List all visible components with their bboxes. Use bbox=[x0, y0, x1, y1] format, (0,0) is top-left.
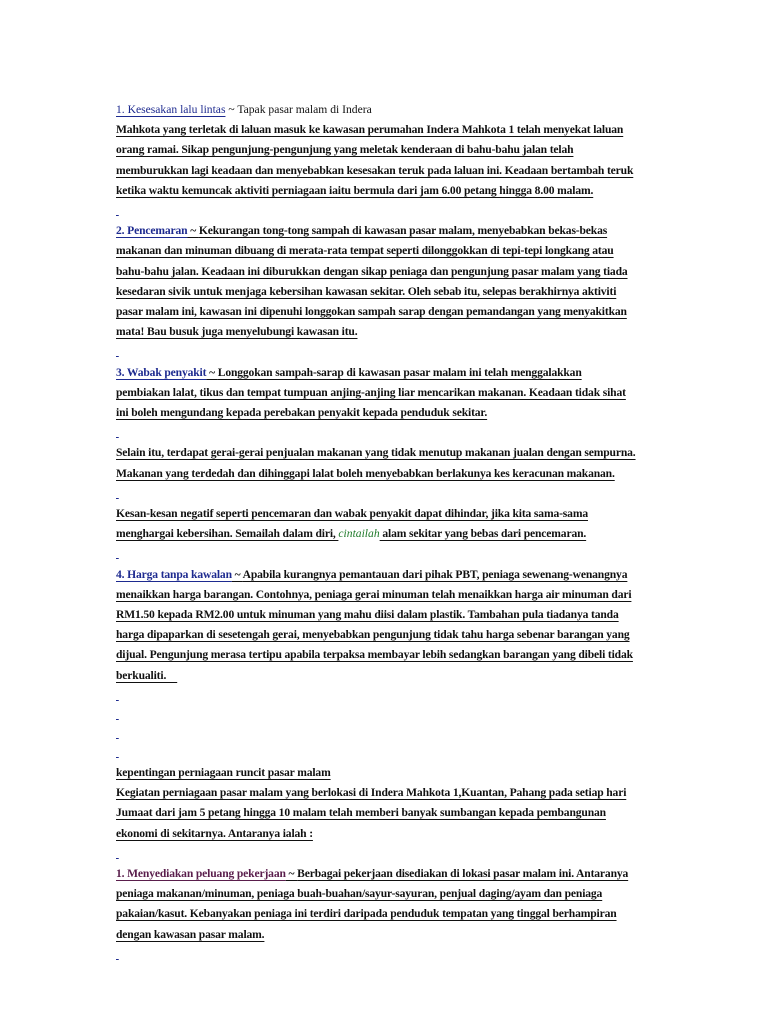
text-line: dijual. Pengunjung merasa tertipu apabila terpaksa membayar lebih sedangkan barangan yang dibeli tidak bbox=[116, 648, 633, 662]
blank-line bbox=[116, 544, 661, 564]
highlighted-word: cintailah bbox=[338, 527, 380, 541]
heading-job-opportunities: 1. Menyediakan peluang pekerjaan bbox=[116, 867, 286, 880]
text-line: Longgokan sampah-sarap di kawasan pasar malam ini telah menggalakkan bbox=[217, 365, 582, 379]
heading-traffic-congestion: 1. Kesesakan lalu lintas bbox=[116, 103, 226, 116]
text-line: peniaga makanan/minuman, peniaga buah-buahan/sayur-sayuran, penjual daging/ayam dan peniaga bbox=[116, 887, 603, 901]
text-line: memburukkan lagi keadaan dan menyebabkan kesesakan teruk pada laluan ini. Keadaan bertambah teruk bbox=[116, 163, 634, 177]
text-line: Berbagai pekerjaan disediakan di lokasi pasar malam ini. Antaranya bbox=[297, 867, 629, 880]
paragraph-job-opportunities bbox=[116, 864, 661, 945]
paragraph-traffic-congestion bbox=[116, 100, 661, 201]
separator: ~ bbox=[187, 224, 199, 238]
paragraph-importance bbox=[116, 763, 661, 844]
paragraph-uncontrolled-prices bbox=[116, 565, 661, 686]
text-line: makanan dan minuman dibuang di merata-rata tempat seperti dilonggokkan di tepi-tepi longkang atau bbox=[116, 244, 614, 258]
blank-line bbox=[116, 844, 661, 864]
separator: ~ bbox=[225, 103, 238, 116]
text-line: Apabila kurangnya pemantauan dari pihak PBT, peniaga sewenang-wenangnya bbox=[242, 567, 628, 581]
text-line: orang ramai. Sikap pengunjung-pengunjung yang meletak kenderaan di bahu-bahu jalan telah bbox=[116, 143, 574, 157]
section-title: kepentingan perniagaan runcit pasar malam bbox=[116, 766, 331, 779]
text-line: Kesan-kesan negatif seperti pencemaran dan wabak penyakit dapat dihindar, jika kita sama-sama bbox=[116, 507, 588, 520]
text-line: Makanan yang terdedah dan dihinggapi lalat boleh menyebabkan berlakunya kes keracunan makanan. bbox=[116, 466, 615, 480]
heading-pollution: 2. Pencemaran bbox=[116, 224, 188, 238]
blank-line bbox=[116, 423, 661, 443]
blank-line bbox=[116, 686, 661, 706]
text-line: kesedaran sivik untuk menjaga kebersihan kawasan sekitar. Oleh sebab itu, selepas berakhirnya aktiviti bbox=[116, 284, 617, 298]
text-line: Mahkota yang terletak di laluan masuk ke kawasan perumahan Indera Mahkota 1 telah menyekat laluan bbox=[116, 123, 624, 137]
text-line: menaikkan harga barangan. Contohnya, peniaga gerai minuman telah menaikkan harga air minuman dari bbox=[116, 587, 632, 601]
paragraph-disease bbox=[116, 363, 661, 424]
text-line: pembiakan lalat, tikus dan tempat tumpuan anjing-anjing liar mencarikan makanan. Keadaan tidak sihat bbox=[116, 385, 626, 399]
separator: ~ bbox=[206, 365, 218, 379]
text-line: Jumaat dari jam 5 petang hingga 10 malam telah memberi banyak sumbangan kepada pembangunan bbox=[116, 806, 606, 820]
blank-line bbox=[116, 342, 661, 362]
paragraph-food-stalls bbox=[116, 443, 661, 483]
blank-line bbox=[116, 725, 661, 744]
paragraph-negative-effects bbox=[116, 504, 661, 544]
separator: ~ bbox=[231, 567, 243, 581]
heading-uncontrolled-prices: 4. Harga tanpa kawalan bbox=[116, 567, 232, 581]
text-line: harga dipaparkan di sesetengah gerai, menyebabkan pengunjung tidak tahu harga sebenar barangan yang bbox=[116, 628, 630, 642]
text-line: ini boleh mengundang kepada perebakan penyakit kepada penduduk sekitar. bbox=[116, 406, 488, 420]
blank-line bbox=[116, 744, 661, 763]
paragraph-lead: Tapak pasar malam di Indera bbox=[237, 103, 372, 116]
heading-disease: 3. Wabak penyakit bbox=[116, 365, 207, 379]
blank-line bbox=[116, 484, 661, 504]
text-line: ketika waktu kemuncak aktiviti perniagaan iaitu bermula dari jam 6.00 petang hingga 8.00 malam. bbox=[116, 183, 594, 197]
text-segment: alam sekitar yang bebas dari pencemaran. bbox=[379, 527, 587, 541]
text-line: berkualiti. bbox=[116, 668, 178, 682]
text-line: dengan kawasan pasar malam. bbox=[116, 927, 265, 941]
text-line: Kegiatan perniagaan pasar malam yang berlokasi di Indera Mahkota 1,Kuantan, Pahang pada setiap hari bbox=[116, 786, 627, 800]
text-line: Kekurangan tong-tong sampah di kawasan pasar malam, menyebabkan bekas-bekas bbox=[198, 224, 608, 238]
text-line: mata! Bau busuk juga menyelubungi kawasan itu. bbox=[116, 325, 358, 339]
text-line: RM1.50 kepada RM2.00 untuk minuman yang mahu diisi dalam plastik. Tambahan pula tiadanya tanda bbox=[116, 608, 619, 621]
text-line: pasar malam ini, kawasan ini dipenuhi longgokan sampah sarap dengan pemandangan yang menyakitkan bbox=[116, 305, 627, 319]
blank-line bbox=[116, 201, 661, 221]
document-page bbox=[116, 100, 661, 965]
text-line: Selain itu, terdapat gerai-gerai penjualan makanan yang tidak menutup makanan jualan dengan sempurna. bbox=[116, 446, 636, 460]
separator: ~ bbox=[285, 867, 298, 880]
paragraph-pollution bbox=[116, 221, 661, 342]
text-line: ekonomi di sekitarnya. Antaranya ialah : bbox=[116, 826, 313, 840]
blank-line bbox=[116, 945, 661, 965]
text-line: pakaian/kasut. Kebanyakan peniaga ini terdiri daripada penduduk tempatan yang tinggal berhampiran bbox=[116, 907, 617, 921]
text-segment: menghargai kebersihan. Semailah dalam diri, bbox=[116, 527, 339, 541]
text-line: bahu-bahu jalan. Keadaan ini diburukkan dengan sikap peniaga dan pengunjung pasar malam yang tiada bbox=[116, 264, 628, 278]
blank-line bbox=[116, 706, 661, 725]
